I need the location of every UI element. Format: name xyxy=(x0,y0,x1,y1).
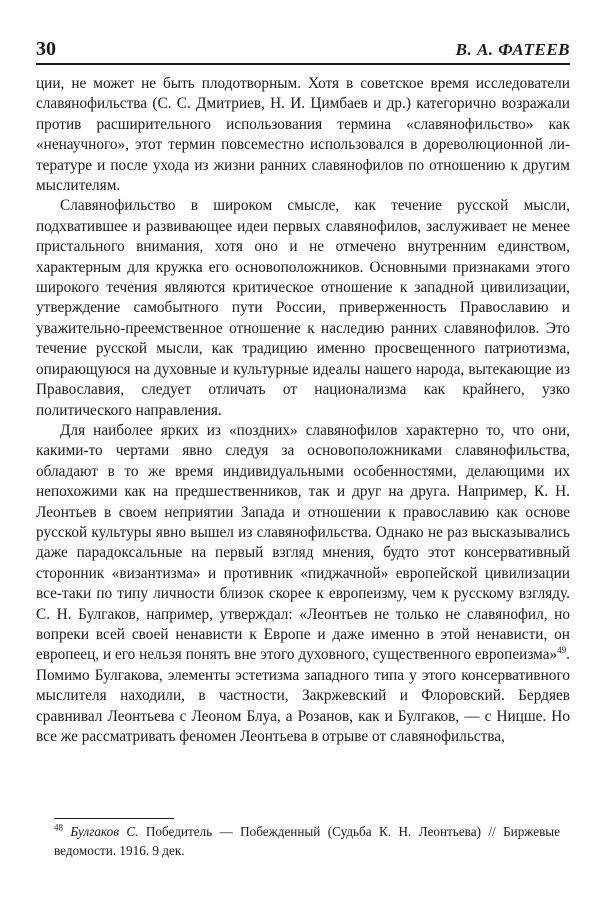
paragraph-2: Славянофильство в широком смысле, как течение русской мысли, подхватившее и развивающее идеи первых славянофилов, заслуживает не менее пристального внимания, хотя оно и не отмечено внутренним единством, характерным для кружка его основоположников. Основными признаками этого широкого течения являются критическое отношение к западной цивилизации, утверждение самобытного пути России, приверженность Православию и уважительно-преемственное отношение к наследию ранних славянофилов. Это течение русской мысли, как традицию именно просвещенного патриотизма, опирающуюся на духовные и культурные идеалы нашего народа, вытекающие из Православия, следует отличать от национализма как крайнего, узко политического направления. xyxy=(36,197,570,419)
footnote-author: Булгаков С. xyxy=(70,824,139,839)
paragraph-3: Для наиболее ярких из «поздних» славянофилов характерно то, что они, какими-то чертами явно следуя за основоположниками славянофильства, обладают в то же время индивидуальными особенностями, делающими их непохожими как на предшественников, так и друг на друга. Например, К. Н. Леонтьев в своем неприятии Запада и отношении к православию как основе русской культуры явно вышел из славянофильства. Однако не раз высказывались даже парадоксальные на первый взгляд мнения, будто этот консервативный сторонник «византизма» и противник «пиджачной» европейской цивилизации все-таки по типу личности близок скорее к европеизму, чем к русскому взгляду. С. Н. Булгаков, например, утверждал: «Леонтьев не только не славянофил, но вопреки всей своей ненависти к Европе и даже именно в этой ненависти, он европеец, и его нельзя понять вне этого духовного, существенного европеизма»$^{49}$. Помимо Булгакова, элементы эстетизма западного типа у этого консервативного мыслителя находили, в частности, Закржевский и Флоровский. Бердяев сравнивал Леонтьева с Леоном Блуа, а Розанов, как и Булгаков, — с Ницше. Но все же рассматривать феномен Леонтьева в отрыве от славянофильства, xyxy=(36,421,570,745)
paragraph-3-text: Для наиболее ярких из «поздних» славянофилов характерно то, что они, какими-то чертами явно следуя за основоположниками славянофильства, обладают в то же время индивидуальными особенностями, делающими их непохожими как на предшественников, так и друг на друга. Например, К. Н. Леонтьев в своем неприятии Запада и отношении к православию как основе русской культуры явно вышел из славянофильства. Однако не раз высказывались даже парадоксальные на первый взгляд мнения, будто этот консервативный сторонник «византизма» и противник «пиджачной» европейской цивилизации все-таки по типу личности близок скорее к европеизму, чем к русскому взгляду. С. Н. Булгаков, например, утверждал: «Леонтьев не только не славянофил, но вопреки всей своей ненависти к Европе и даже именно в этой ненависти, он европеец, и его нельзя понять вне этого духовного, существенного европеизма» xyxy=(36,421,570,664)
page-header xyxy=(36,36,570,66)
header-rule xyxy=(36,63,570,65)
page-number: 30 xyxy=(36,38,56,60)
paragraph-1: ции, не может не быть плодотворным. Хотя в советское время исследователи славянофильства (С. С. Дмитриев, Н. И. Цимбаев и др.) категорично возражали против расширительного использования термина «славянофильство» как «ненаучного», этот термин повсеместно использовался в дореволюционной литературе и после ухода из жизни ранних славянофилов по отношению к другим мыслителям. xyxy=(36,75,570,195)
footnote xyxy=(54,823,560,860)
footnote-rule xyxy=(54,818,174,819)
footnote-text: Победитель — Побежденный (Судьба К. Н. Леонтьева) // Биржевые ведомости. 1916. 9 дек. xyxy=(54,824,561,858)
running-head: В. А. ФАТЕЕВ xyxy=(455,40,570,59)
paragraph-3-continuation: Помимо Булгакова, элементы эстетизма западного типа у этого консервативного мыслителя находили, в частности, Закржевский и Флоровский. Бердяев сравнивал Леонтьева с Леоном Блуа, а Розанов, как и Булгаков, — с Ницше. Но все же рассматривать феномен Леонтьева в отрыве от славянофильства, xyxy=(36,666,570,745)
footnote-ref-49: 49 xyxy=(557,645,567,656)
body-text xyxy=(36,74,570,747)
footnote-number: 48 xyxy=(54,822,63,833)
